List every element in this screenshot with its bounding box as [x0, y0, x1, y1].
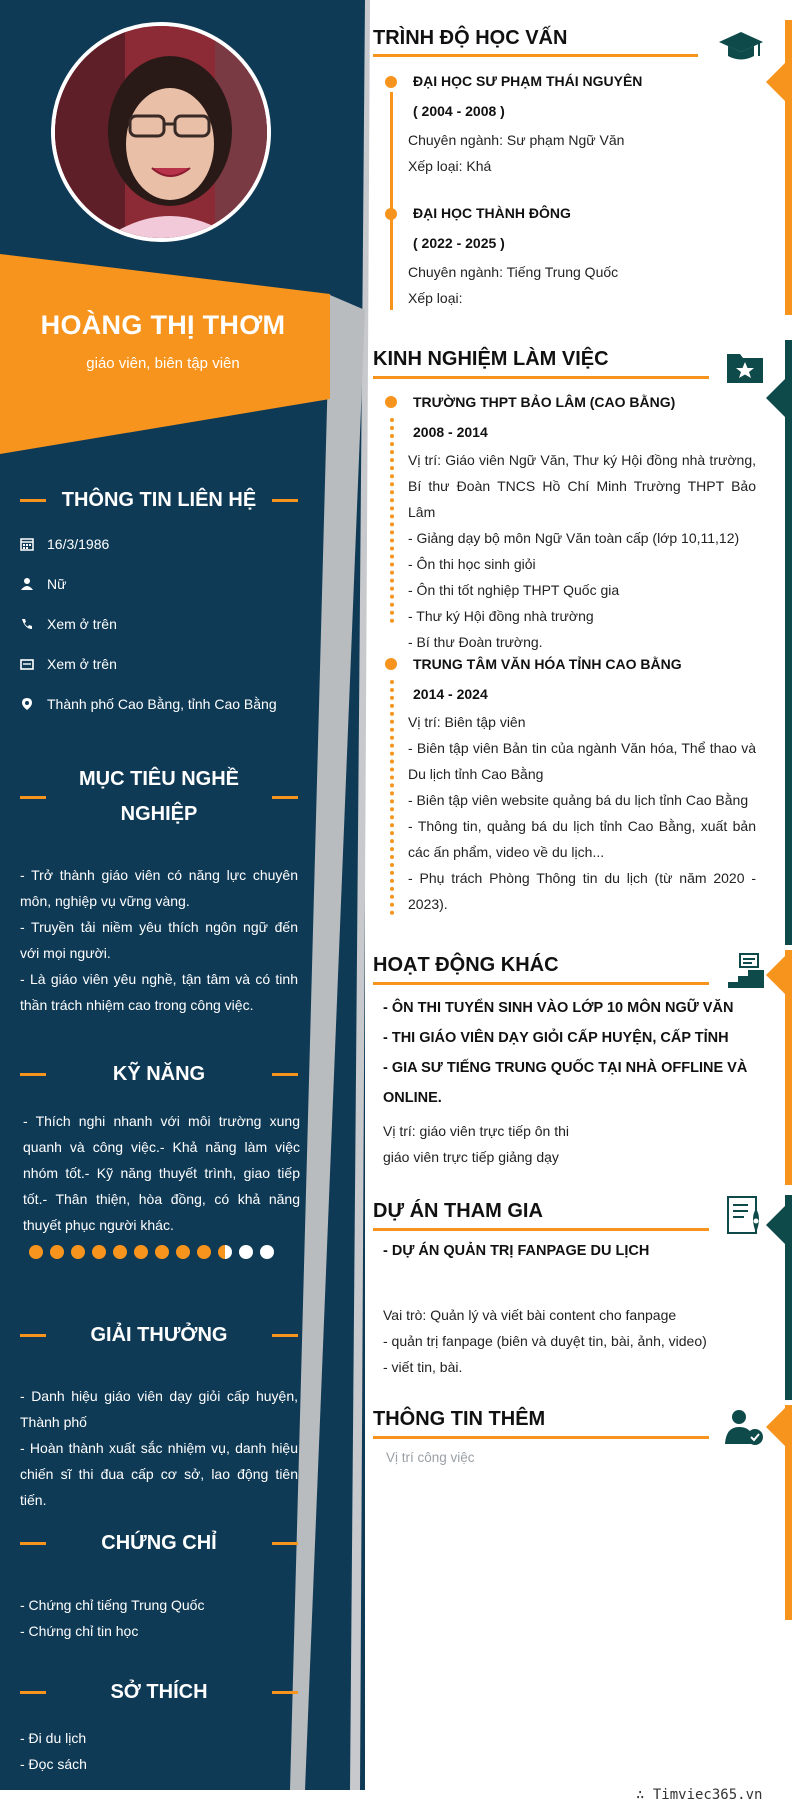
calendar-icon [20, 537, 34, 551]
awards-text: - Danh hiệu giáo viên dạy giỏi cấp huyện, Thành phố - Hoàn thành xuất sắc nhiệm vụ, danh hiệu chiến sĩ thi đua cấp cơ sở, lao động tiên tiến. [20, 1388, 298, 1508]
mail-icon [20, 657, 34, 671]
activity-item: - ÔN THI TUYỂN SINH VÀO LỚP 10 MÔN NGỮ VĂN [383, 1000, 734, 1016]
certificates-section-title: CHỨNG CHỈ [20, 1526, 298, 1561]
right-edge-notch [766, 1407, 786, 1447]
rating-dot [197, 1245, 211, 1259]
right-edge-notch [766, 378, 786, 418]
objective-section-title: MỤC TIÊU NGHỀ NGHIỆP [20, 762, 298, 832]
rating-dot [155, 1245, 169, 1259]
extra-info-placeholder: Vị trí công việc [386, 1450, 475, 1465]
work-period: 2008 - 2014 [413, 424, 488, 440]
title-dash [272, 1691, 298, 1694]
rating-dot-empty [260, 1245, 274, 1259]
timeline-bullet [385, 396, 397, 408]
title-dash [272, 1073, 298, 1076]
stairs-goal-icon [726, 952, 766, 990]
contact-phone: Xem ở trên [20, 613, 320, 635]
right-edge-bar [785, 20, 792, 315]
timeline-line [390, 92, 393, 310]
section-underline [373, 1228, 709, 1231]
study-period: ( 2004 - 2008 ) [413, 103, 505, 119]
school-name: ĐẠI HỌC THÀNH ĐÔNG [413, 205, 571, 221]
project-task: - viết tin, bài. [383, 1359, 463, 1375]
activity-item: - GIA SƯ TIẾNG TRUNG QUỐC TẠI NHÀ OFFLINE VÀ ONLINE. [383, 1060, 748, 1106]
section-underline [373, 982, 709, 985]
job-description: Vị trí: Giáo viên Ngữ Văn, Thư ký Hội đồng nhà trường, Bí thư Đoàn TNCS Hồ Chí Minh Trường THPT Bảo Lâm - Giảng dạy bộ môn Ngữ Văn toàn cấp (lớp 10,11,12) - Ôn thi học sinh giỏi - Ôn thi tốt nghiệp THPT Quốc gia - Thư ký Hội đồng nhà trường - Bí thư Đoàn trường. [408, 452, 756, 650]
user-icon [20, 577, 34, 591]
rating-dot [134, 1245, 148, 1259]
project-document-icon [726, 1195, 764, 1237]
awards-section-title: GIẢI THƯỞNG [20, 1318, 298, 1353]
title-dash [272, 499, 298, 502]
rating-dot [50, 1245, 64, 1259]
contact-birthday: 16/3/1986 [20, 533, 320, 555]
timeline-bullet [385, 76, 397, 88]
contact-address: Thành phố Cao Bằng, tỉnh Cao Bằng [20, 693, 320, 715]
rating-dot-empty [239, 1245, 253, 1259]
project-name: - DỰ ÁN QUẢN TRỊ FANPAGE DU LỊCH [383, 1243, 650, 1259]
map-pin-icon [20, 697, 34, 711]
contact-email: Xem ở trên [20, 653, 320, 675]
right-edge-bar [785, 340, 792, 945]
title-dash [20, 1073, 46, 1076]
timeline-bullet [385, 208, 397, 220]
activity-role: Vị trí: giáo viên trực tiếp ôn thi [383, 1123, 570, 1139]
projects-section-title: DỰ ÁN THAM GIA [373, 1200, 543, 1222]
section-underline [373, 54, 698, 57]
graduation-cap-icon [718, 30, 764, 66]
work-period: 2014 - 2024 [413, 686, 488, 702]
company-name: TRƯỜNG THPT BẢO LÂM (CAO BẰNG) [413, 394, 676, 410]
phone-icon [20, 617, 34, 631]
right-edge-notch [766, 955, 786, 995]
title-dash [20, 1542, 46, 1545]
title-dash [272, 1334, 298, 1337]
project-task: - quản trị fanpage (biên và duyệt tin, bài, ảnh, video) [383, 1333, 707, 1349]
company-name: TRUNG TÂM VĂN HÓA TỈNH CAO BẰNG [413, 656, 682, 672]
rating-dot [92, 1245, 106, 1259]
rating-dot-half [218, 1245, 232, 1259]
title-dash [20, 1691, 46, 1694]
study-period: ( 2022 - 2025 ) [413, 235, 505, 251]
contact-section-title: THÔNG TIN LIÊN HỆ [20, 483, 298, 518]
title-dash [272, 796, 298, 799]
section-underline [373, 1436, 709, 1439]
right-edge-bar [785, 1195, 792, 1400]
skills-text: - Thích nghi nhanh với môi trường xung quanh và công việc.- Khả năng làm việc nhóm tốt.- Kỹ năng thuyết trình, giao tiếp tốt.- Thân thiện, hòa đồng, có khả năng thuyết phục người khác. [23, 1113, 300, 1233]
job-description: Vị trí: Biên tập viên - Biên tập viên Bản tin của ngành Văn hóa, Thể thao và Du lịch tỉnh Cao Bằng - Biên tập viên website quảng bá du lịch tỉnh Cao Bằng - Thông tin, quảng bá du lịch tỉnh Cao Bằng, xuất bản các ấn phẩm, video về du lịch... - Phụ trách Phòng Thông tin du lịch (từ năm 2020 - 2023). [408, 714, 756, 912]
user-check-icon [724, 1408, 764, 1446]
project-role: Vai trò: Quản lý và viết bài content cho fanpage [383, 1307, 677, 1323]
education-details: Chuyên ngành: Sư phạm Ngữ Văn Xếp loại: Khá [408, 132, 625, 174]
name-banner [0, 254, 330, 454]
skills-section-title: KỸ NĂNG [20, 1057, 298, 1092]
title-dash [20, 796, 46, 799]
title-dash [20, 499, 46, 502]
activity-item: - THI GIÁO VIÊN DẠY GIỎI CẤP HUYỆN, CẤP TỈNH [383, 1030, 729, 1046]
education-details: Chuyên ngành: Tiếng Trung Quốc Xếp loại: [408, 264, 619, 306]
hobbies-list: - Đi du lịch - Đọc sách [20, 1730, 87, 1772]
skill-rating [29, 1245, 274, 1259]
folder-star-icon [726, 350, 764, 384]
rating-dot [176, 1245, 190, 1259]
profile-photo [51, 22, 271, 242]
hobbies-section-title: SỞ THÍCH [20, 1675, 298, 1710]
extra-info-section-title: THÔNG TIN THÊM [373, 1408, 546, 1430]
contact-gender: Nữ [20, 573, 320, 595]
job-title: giáo viên, biên tập viên [86, 355, 240, 372]
timeline-bullet [385, 658, 397, 670]
timeline-line-dotted [390, 680, 394, 915]
rating-dot [71, 1245, 85, 1259]
certificates-list: - Chứng chỉ tiếng Trung Quốc - Chứng chỉ tin học [20, 1597, 205, 1639]
title-dash [20, 1334, 46, 1337]
right-edge-bar [785, 950, 792, 1185]
right-edge-notch [766, 1205, 786, 1245]
objective-text: - Trở thành giáo viên có năng lực chuyên môn, nghiệp vụ vững vàng. - Truyền tải niềm yêu thích ngôn ngữ đến với mọi người. - Là giáo viên yêu nghề, tận tâm và có tinh thần trách nhiệm cao trong công việc. [20, 867, 298, 1013]
full-name: HOÀNG THỊ THƠM [40, 310, 286, 340]
activities-section-title: HOẠT ĐỘNG KHÁC [373, 954, 559, 976]
timeline-line-dotted [390, 418, 394, 623]
activity-role: giáo viên trực tiếp giảng dạy [383, 1149, 559, 1165]
experience-section-title: KINH NGHIỆM LÀM VIỆC [373, 348, 609, 370]
rating-dot [113, 1245, 127, 1259]
watermark-text: ∴ Timviec365.vn [636, 1787, 763, 1803]
rating-dot [29, 1245, 43, 1259]
title-dash [272, 1542, 298, 1545]
right-edge-bar [785, 1405, 792, 1620]
school-name: ĐẠI HỌC SƯ PHẠM THÁI NGUYÊN [413, 73, 643, 89]
right-edge-notch [766, 62, 786, 102]
section-underline [373, 376, 709, 379]
education-section-title: TRÌNH ĐỘ HỌC VẤN [373, 27, 568, 49]
